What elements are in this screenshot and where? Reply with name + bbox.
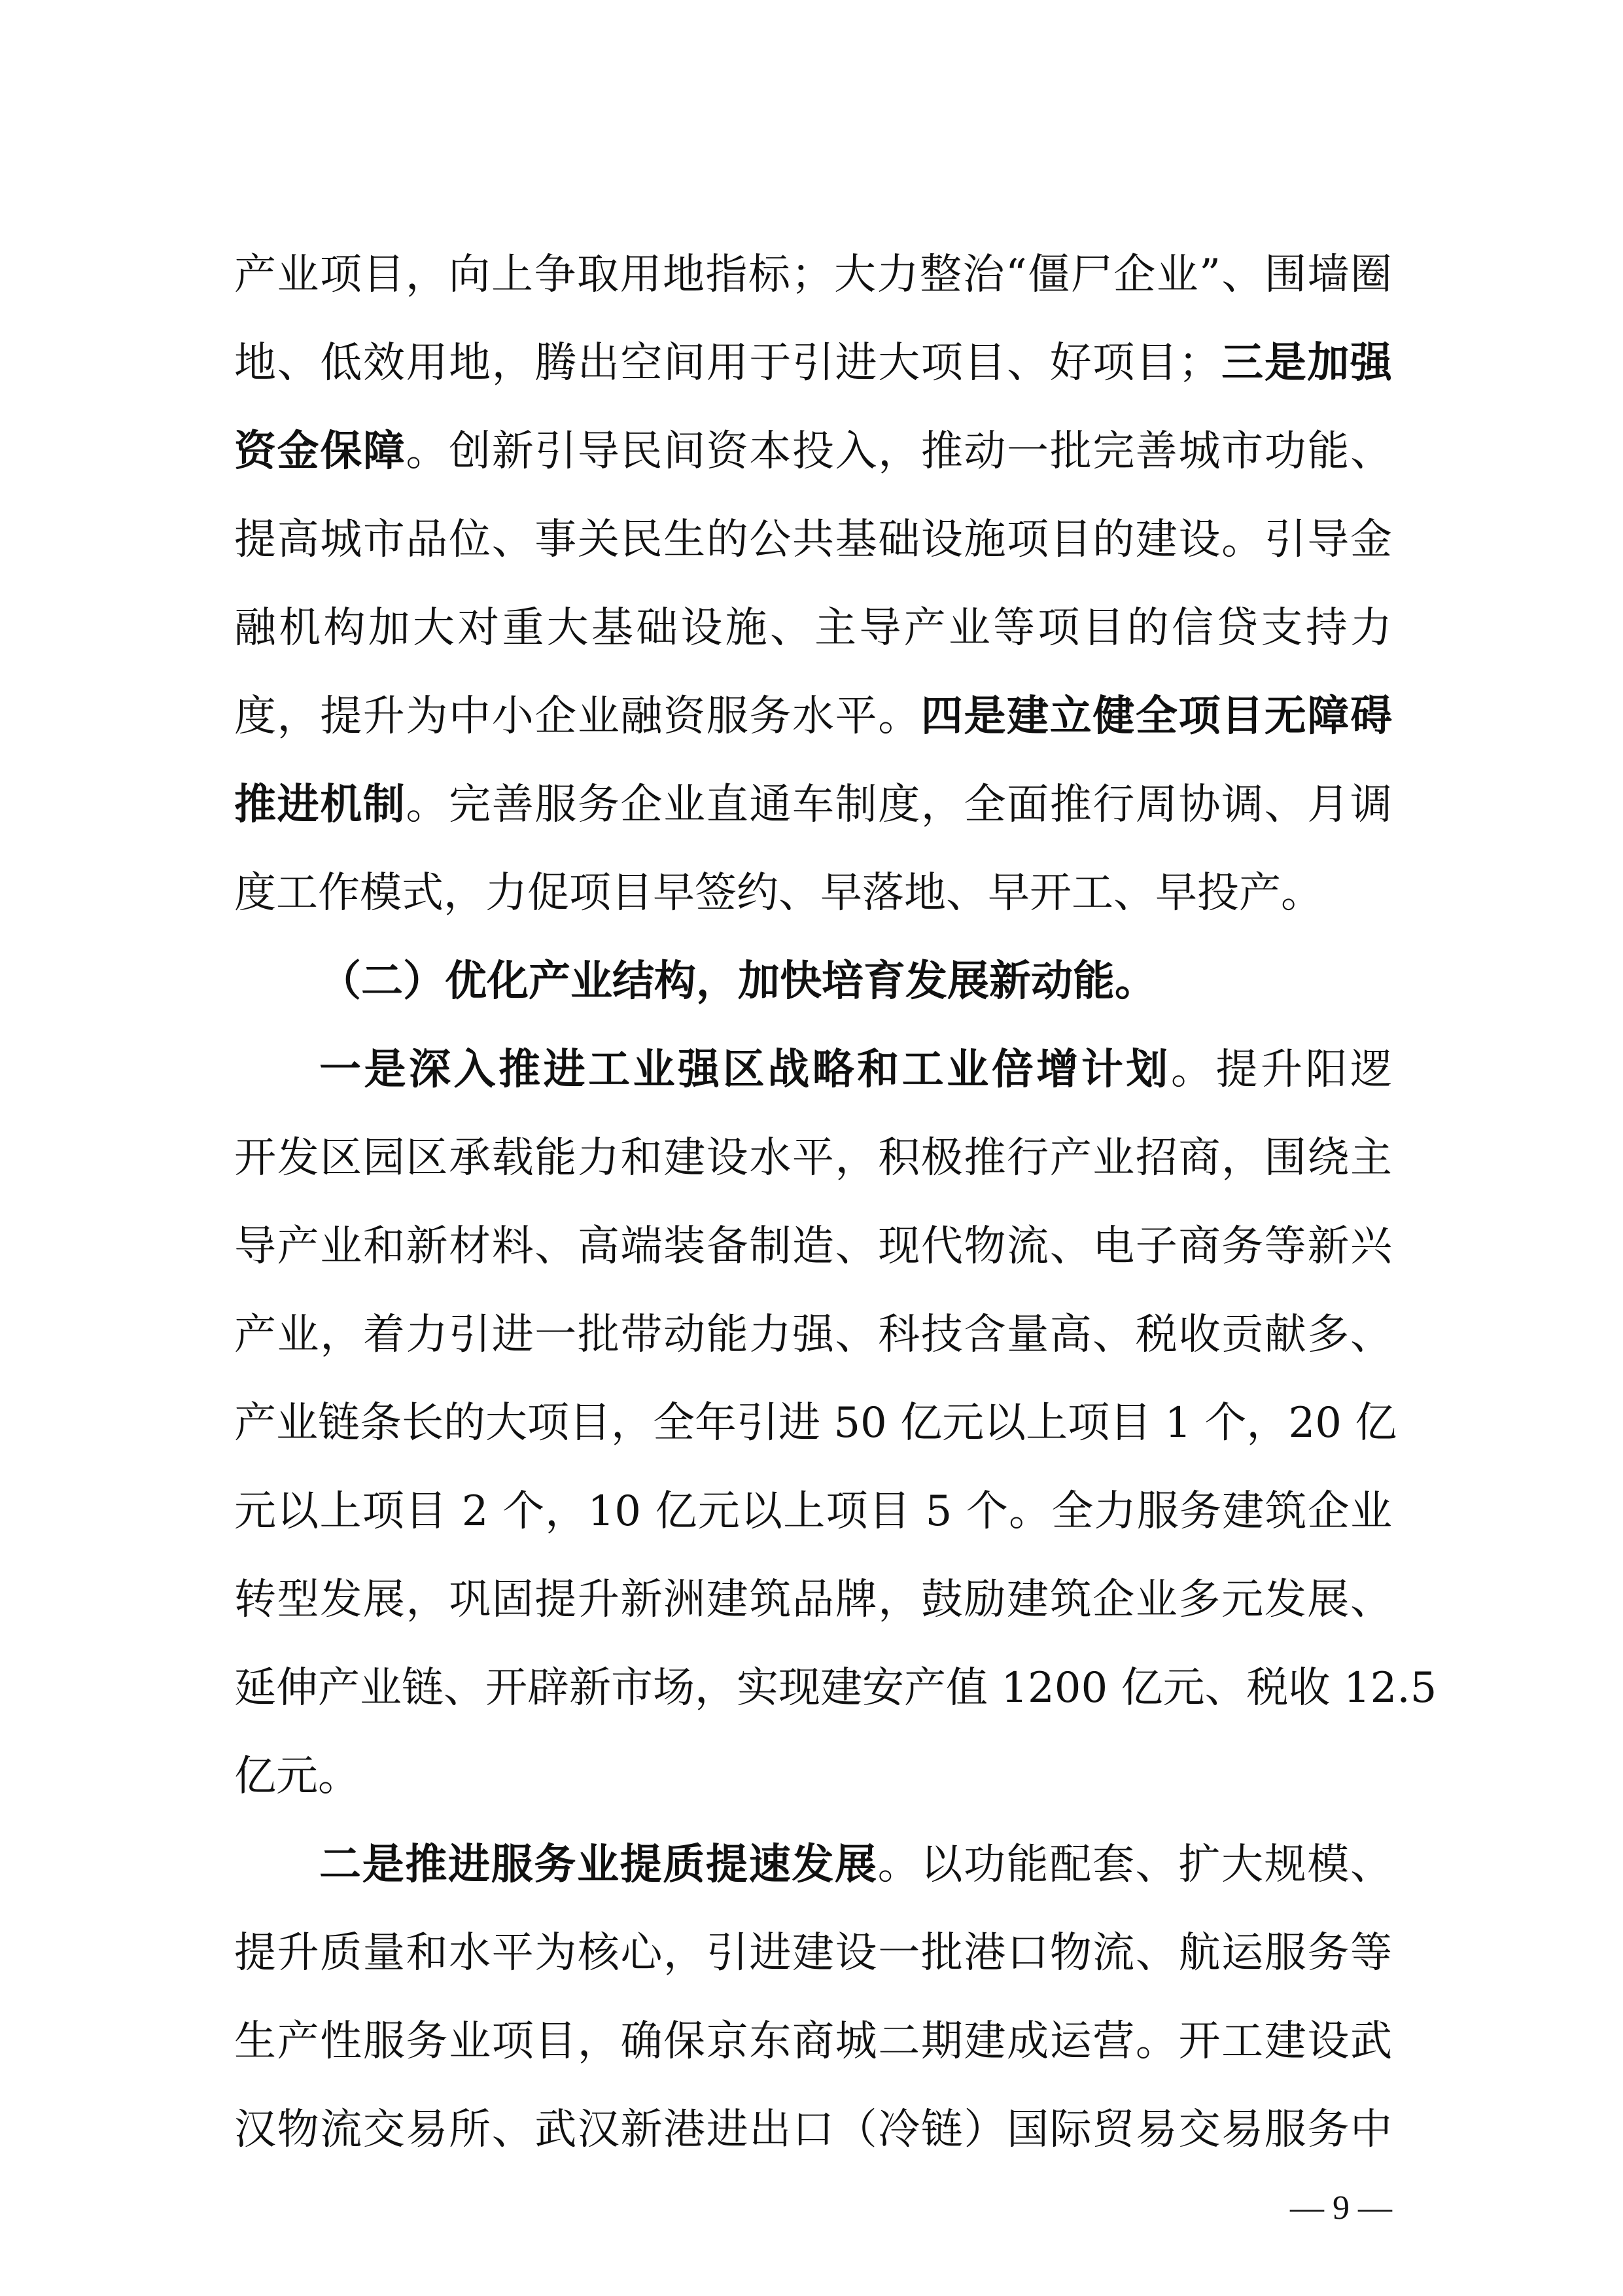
body-line-20: 提升质量和水平为核心，引进建设一批港口物流、航运服务等 (234, 1929, 1392, 1977)
body-line-10: 一是深入推进工业强区战略和工业倍增计划。提升阳逻 (319, 1045, 1393, 1094)
body-line-12: 导产业和新材料、高端装备制造、现代物流、电子商务等新兴 (234, 1222, 1392, 1271)
body-line-6: 度，提升为中小企业融资服务水平。四是建立健全项目无障碍 (234, 692, 1393, 741)
body-line-14: 产业链条长的大项目，全年引进 50 亿元以上项目 1 个，20 亿 (234, 1399, 1397, 1447)
page-number: — 9 — (1290, 2189, 1392, 2227)
body-line-16: 转型发展，巩固提升新洲建筑品牌，鼓励建筑企业多元发展、 (234, 1576, 1392, 1624)
body-line-3: 资金保障。创新引导民间资本投入，推动一批完善城市功能、 (234, 427, 1393, 476)
body-line-7: 推进机制。完善服务企业直通车制度，全面推行周协调、月调 (234, 780, 1393, 829)
body-line-19: 二是推进服务业提质提速发展。以功能配套、扩大规模、 (319, 1840, 1393, 1889)
body-line-1: 产业项目，向上争取用地指标；大力整治“僵尸企业”、围墙圈 (234, 251, 1392, 299)
body-line-17: 延伸产业链、开辟新市场，实现建安产值 1200 亿元、税收 12.5 (234, 1664, 1437, 1712)
body-line-21: 生产性服务业项目，确保京东商城二期建成运营。开工建设武 (234, 2017, 1392, 2066)
body-line-18: 亿元。 (234, 1752, 360, 1801)
body-line-2: 地、低效用地，腾出空间用于引进大项目、好项目；三是加强 (234, 338, 1393, 387)
body-line-22: 汉物流交易所、武汉新港进出口（冷链）国际贸易交易服务中 (234, 2106, 1392, 2154)
body-line-4: 提高城市品位、事关民生的公共基础设施项目的建设。引导金 (234, 516, 1392, 564)
body-line-15: 元以上项目 2 个，10 亿元以上项目 5 个。全力服务建筑企业 (234, 1487, 1392, 1536)
body-line-8: 度工作模式，力促项目早签约、早落地、早开工、早投产。 (234, 869, 1323, 917)
body-line-11: 开发区园区承载能力和建设水平，积极推行产业招商，围绕主 (234, 1134, 1392, 1182)
body-line-5: 融机构加大对重大基础设施、主导产业等项目的信贷支持力 (234, 604, 1392, 652)
section-heading: （二）优化产业结构，加快培育发展新动能。 (319, 957, 1157, 1006)
body-line-13: 产业，着力引进一批带动能力强、科技含量高、税收贡献多、 (234, 1311, 1392, 1359)
